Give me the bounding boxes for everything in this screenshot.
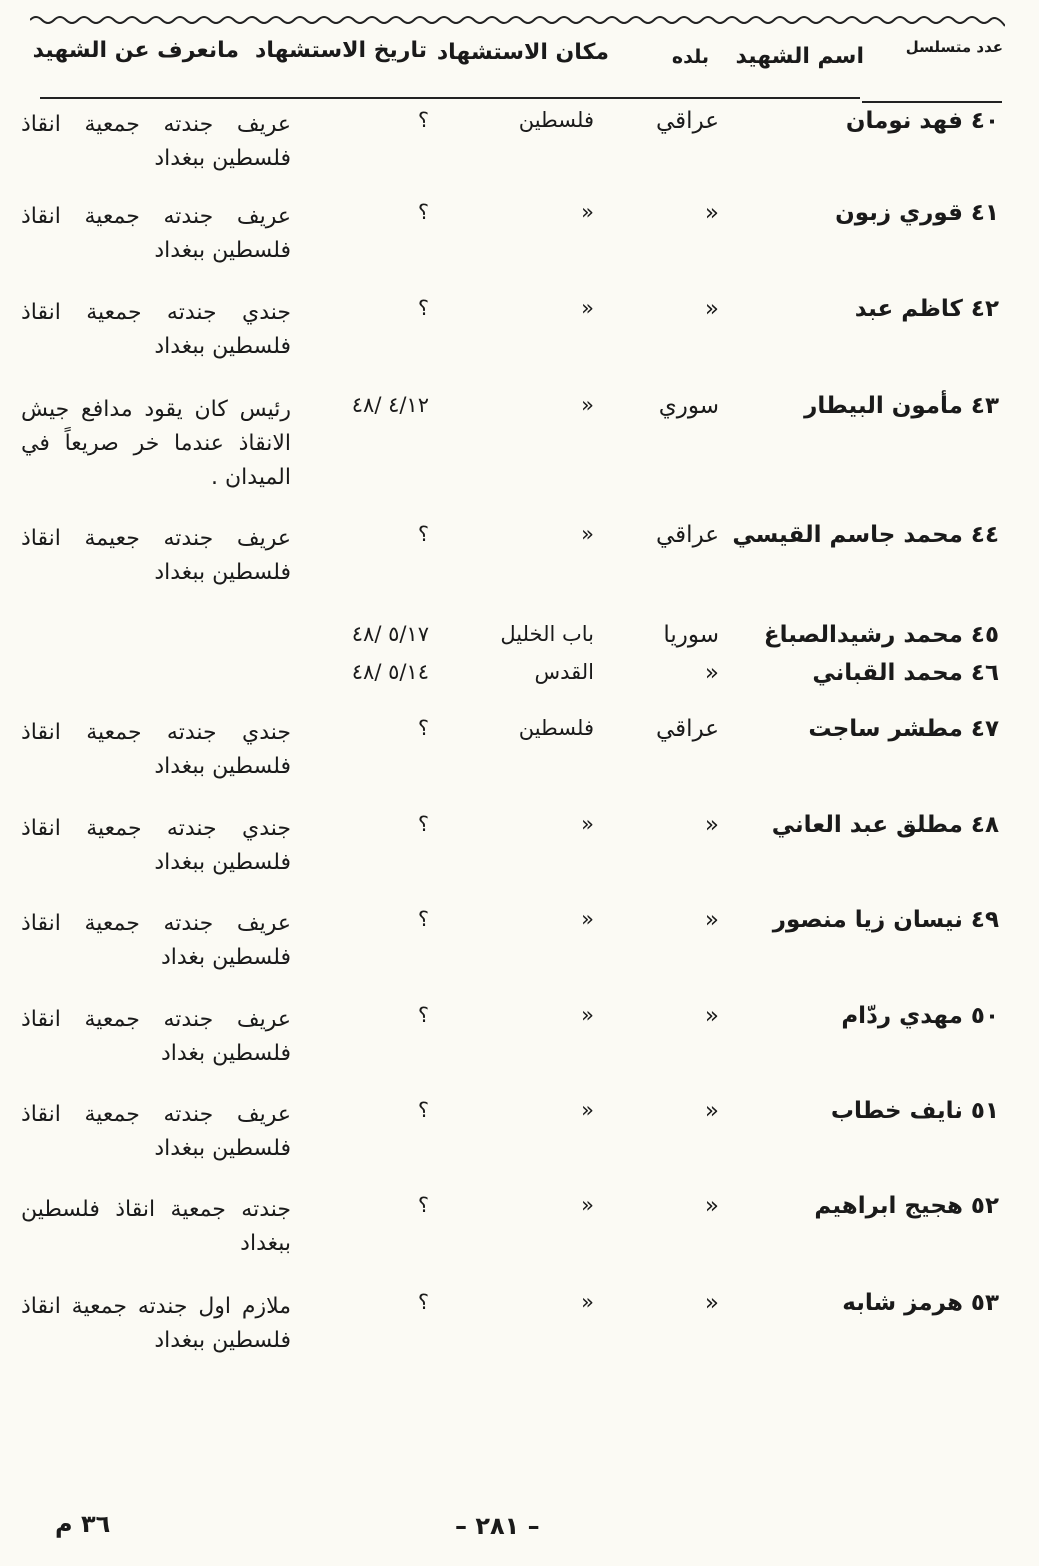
date-cell: ؟: [417, 1193, 429, 1217]
martyr-name: ٤٧ مطشر ساجت: [808, 716, 999, 742]
date-cell: ؟: [417, 1003, 429, 1027]
header-date: تاريخ الاستشهاد: [255, 38, 427, 63]
place-cell: «: [581, 393, 594, 417]
martyr-name: ٥٠ مهدي ردّام: [841, 1003, 999, 1029]
note-cell: عريف جندته جمعية انقاذ فلسطين ببغداد: [21, 112, 291, 171]
martyr-name: ٤٦ محمد القباني: [812, 660, 999, 686]
nationality-cell: «: [704, 1290, 719, 1316]
martyr-name: ٥٢ هجيج ابراهيم: [814, 1193, 999, 1219]
date-cell: ؟: [417, 1290, 429, 1314]
place-cell: «: [581, 200, 594, 224]
place-cell: «: [581, 1193, 594, 1217]
nationality-cell: «: [704, 660, 719, 686]
martyr-name: ٤١ قوري زبون: [835, 200, 999, 226]
date-cell: ٤/١٢ /٤٨: [351, 393, 429, 417]
place-cell: فلسطين: [518, 108, 594, 132]
date-cell: ؟: [417, 108, 429, 132]
martyr-name: ٥٣ هرمز شابه: [842, 1290, 999, 1316]
martyr-name: ٤٩ نيسان زيا منصور: [772, 907, 999, 933]
date-cell: ؟: [417, 812, 429, 836]
place-cell: «: [581, 1098, 594, 1122]
date-cell: ؟: [417, 1098, 429, 1122]
martyr-name: ٤٠ فهد نومان: [845, 108, 999, 134]
place-cell: «: [581, 907, 594, 931]
date-cell: ٥/١٧ /٤٨: [351, 622, 429, 646]
header-rule-serial: [862, 101, 1002, 103]
place-cell: فلسطين: [518, 716, 594, 740]
place-cell: باب الخليل: [500, 622, 594, 646]
note-cell: عريف جندته جعيمة انقاذ فلسطين ببغداد: [21, 526, 291, 585]
header-serial: عدد متسلسل: [905, 38, 1003, 56]
nationality-cell: «: [704, 200, 719, 226]
note-cell: جندي جندته جمعية انقاذ فلسطين ببغداد: [21, 816, 291, 875]
nationality-cell: عراقي: [656, 108, 719, 134]
place-cell: «: [581, 1290, 594, 1314]
header-notes: مانعرف عن الشهيد: [32, 38, 239, 63]
date-cell: ٥/١٤ /٤٨: [351, 660, 429, 684]
header-nationality: بلده: [671, 46, 709, 68]
martyr-name: ٤٢ كاظم عبد: [854, 296, 999, 322]
martyr-name: ٤٥ محمد رشيدالصباغ: [763, 622, 999, 648]
note-cell: رئيس كان يقود مدافع جيش الانقاذ عندما خر صريعاً في الميدان .: [21, 397, 291, 490]
nationality-cell: سوريا: [663, 622, 719, 648]
place-cell: «: [581, 812, 594, 836]
note-cell: عريف جندته جمعية انقاذ فلسطين بغداد: [21, 911, 291, 970]
header-rule: [40, 97, 860, 99]
martyr-name: ٤٣ مأمون البيطار: [804, 393, 999, 419]
martyr-name: ٤٤ محمد جاسم القيسي: [732, 522, 999, 548]
nationality-cell: «: [704, 296, 719, 322]
note-cell: عريف جندته جمعية انقاذ فلسطين ببغداد: [21, 204, 291, 263]
martyr-name: ٥١ نايف خطاب: [830, 1098, 999, 1124]
nationality-cell: «: [704, 907, 719, 933]
header-place: مكان الاستشهاد: [436, 40, 609, 65]
place-cell: «: [581, 1003, 594, 1027]
nationality-cell: سوري: [658, 393, 719, 419]
place-cell: «: [581, 522, 594, 546]
nationality-cell: «: [704, 812, 719, 838]
note-cell: جندي جندته جمعية انقاذ فلسطين ببغداد: [21, 300, 291, 359]
note-cell: عريف جندته جمعية انقاذ فلسطين بغداد: [21, 1007, 291, 1066]
note-cell: جندته جمعية انقاذ فلسطين ببغداد: [21, 1197, 291, 1256]
martyr-name: ٤٨ مطلق عبد العاني: [771, 812, 999, 838]
signature-code: ٣٦ م: [55, 1510, 111, 1538]
nationality-cell: عراقي: [656, 716, 719, 742]
note-cell: ملازم اول جندته جمعية انقاذ فلسطين ببغداد: [21, 1294, 291, 1353]
header-name: اسم الشهيد: [735, 44, 864, 69]
date-cell: ؟: [417, 716, 429, 740]
date-cell: ؟: [417, 200, 429, 224]
place-cell: القدس: [534, 660, 594, 684]
nationality-cell: «: [704, 1193, 719, 1219]
place-cell: «: [581, 296, 594, 320]
note-cell: جندي جندته جمعية انقاذ فلسطين ببغداد: [21, 720, 291, 779]
note-cell: عريف جندته جمعية انقاذ فلسطين ببغداد: [21, 1102, 291, 1161]
date-cell: ؟: [417, 522, 429, 546]
nationality-cell: «: [704, 1098, 719, 1124]
date-cell: ؟: [417, 907, 429, 931]
nationality-cell: عراقي: [656, 522, 719, 548]
page-number: – ٢٨١ –: [455, 1512, 540, 1540]
date-cell: ؟: [417, 296, 429, 320]
decorative-wavy-rule: [30, 8, 1005, 38]
nationality-cell: «: [704, 1003, 719, 1029]
